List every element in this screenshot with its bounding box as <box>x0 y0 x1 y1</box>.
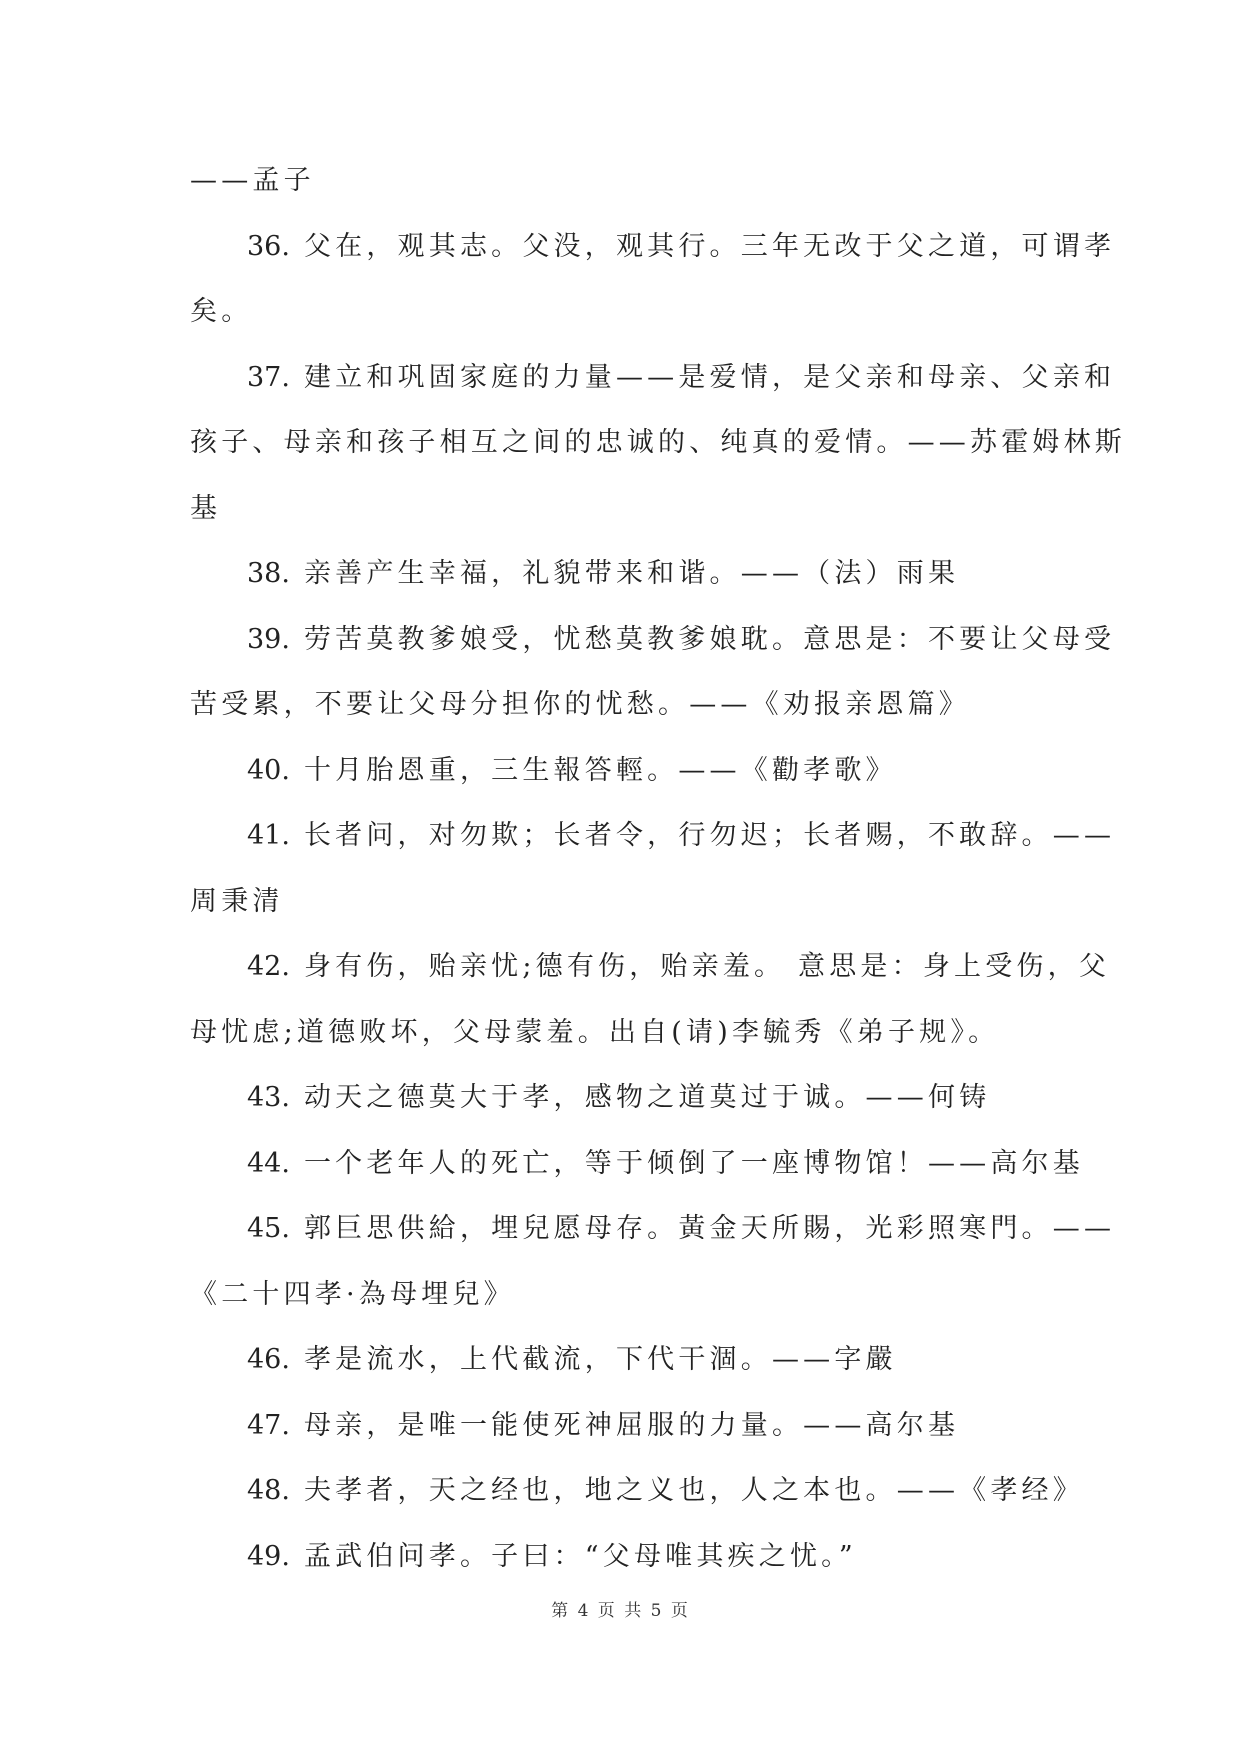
line-text: 十月胎恩重，三生報答輕。——《勸孝歌》 <box>303 754 897 786</box>
item-number: 39. <box>247 623 290 655</box>
line-text: 身有伤，贻亲忧;德有伤，贻亲羞。 意思是：身上受伤，父 <box>303 951 1111 982</box>
quote-item <box>190 803 1116 869</box>
line-text: 苦受累，不要让父母分担你的忧愁。——《劝报亲恩篇》 <box>190 689 970 720</box>
quote-item <box>190 1393 1060 1459</box>
line-text: 父在，观其志。父没，观其行。三年无改于父之道，可谓孝 <box>303 230 1116 262</box>
item-number: 36. <box>247 230 290 262</box>
line-text: 基 <box>190 492 222 524</box>
quote-item <box>190 1458 1084 1524</box>
item-number: 42. <box>247 951 290 982</box>
quote-item <box>190 1327 1060 1393</box>
text-line <box>190 148 1060 214</box>
text-line <box>190 279 1060 345</box>
line-text: 母亲，是唯一能使死神屈服的力量。——高尔基 <box>303 1409 960 1441</box>
line-text: 郭巨思供給，埋兒愿母存。黃金天所賜，光彩照寒門。—— <box>303 1213 1116 1244</box>
text-line <box>190 476 1060 542</box>
line-text: 矣。 <box>190 296 253 327</box>
quote-item <box>190 214 1116 280</box>
item-number: 41. <box>247 820 290 851</box>
line-text: 周秉清 <box>190 885 284 917</box>
item-number: 37. <box>247 361 290 393</box>
item-number: 43. <box>247 1082 290 1113</box>
text-line <box>190 410 1126 476</box>
item-number: 48. <box>247 1475 290 1506</box>
item-number: 44. <box>247 1147 290 1179</box>
quote-item <box>190 1196 1116 1262</box>
text-line <box>190 869 1060 935</box>
text-line <box>190 1262 1060 1328</box>
text-line <box>190 672 1060 738</box>
line-text: 亲善产生幸福，礼貌带来和谐。——（法）雨果 <box>303 558 960 589</box>
line-text: 孩子、母亲和孩子相互之间的忠诚的、纯真的爱情。——苏霍姆林斯 <box>190 427 1126 458</box>
document-body <box>190 148 1126 1589</box>
item-number: 47. <box>247 1409 290 1441</box>
line-text: ——孟子 <box>190 165 315 196</box>
quote-item <box>190 1131 1084 1197</box>
item-number: 49. <box>247 1540 290 1572</box>
item-number: 45. <box>247 1213 290 1244</box>
line-text: 夫孝者，天之经也，地之义也，人之本也。——《孝经》 <box>303 1475 1084 1506</box>
item-number: 46. <box>247 1344 290 1375</box>
quote-item <box>190 738 1060 804</box>
line-text: 劳苦莫教爹娘受，忧愁莫教爹娘耽。意思是：不要让父母受 <box>303 623 1116 655</box>
quote-item <box>190 1065 1060 1131</box>
line-text: 建立和巩固家庭的力量——是爱情，是父亲和母亲、父亲和 <box>303 361 1116 393</box>
line-text: 孟武伯问孝。子曰：“父母唯其疾之忧。” <box>303 1540 857 1572</box>
quote-item <box>190 541 1060 607</box>
line-text: 《二十四孝·為母埋兒》 <box>190 1278 515 1310</box>
line-text: 一个老年人的死亡，等于倾倒了一座博物馆！——高尔基 <box>303 1147 1084 1179</box>
line-text: 长者问，对勿欺；长者令，行勿迟；长者赐，不敢辞。—— <box>303 820 1116 851</box>
text-line <box>190 1000 1060 1066</box>
item-number: 40. <box>247 754 290 786</box>
line-text: 孝是流水，上代截流，下代干涸。——字嚴 <box>303 1344 897 1375</box>
quote-item <box>190 1524 1060 1590</box>
quote-item <box>190 607 1116 673</box>
quote-item <box>190 345 1116 411</box>
page-number-footer: 第 4 页 共 5 页 <box>551 1601 690 1621</box>
line-text: 动天之德莫大于孝，感物之道莫过于诚。——何铸 <box>303 1082 991 1113</box>
item-number: 38. <box>247 558 290 589</box>
quote-item <box>190 934 1111 1000</box>
line-text: 母忧虑;道德败坏，父母蒙羞。出自(请)李毓秀《弟子规》。 <box>190 1016 1000 1048</box>
